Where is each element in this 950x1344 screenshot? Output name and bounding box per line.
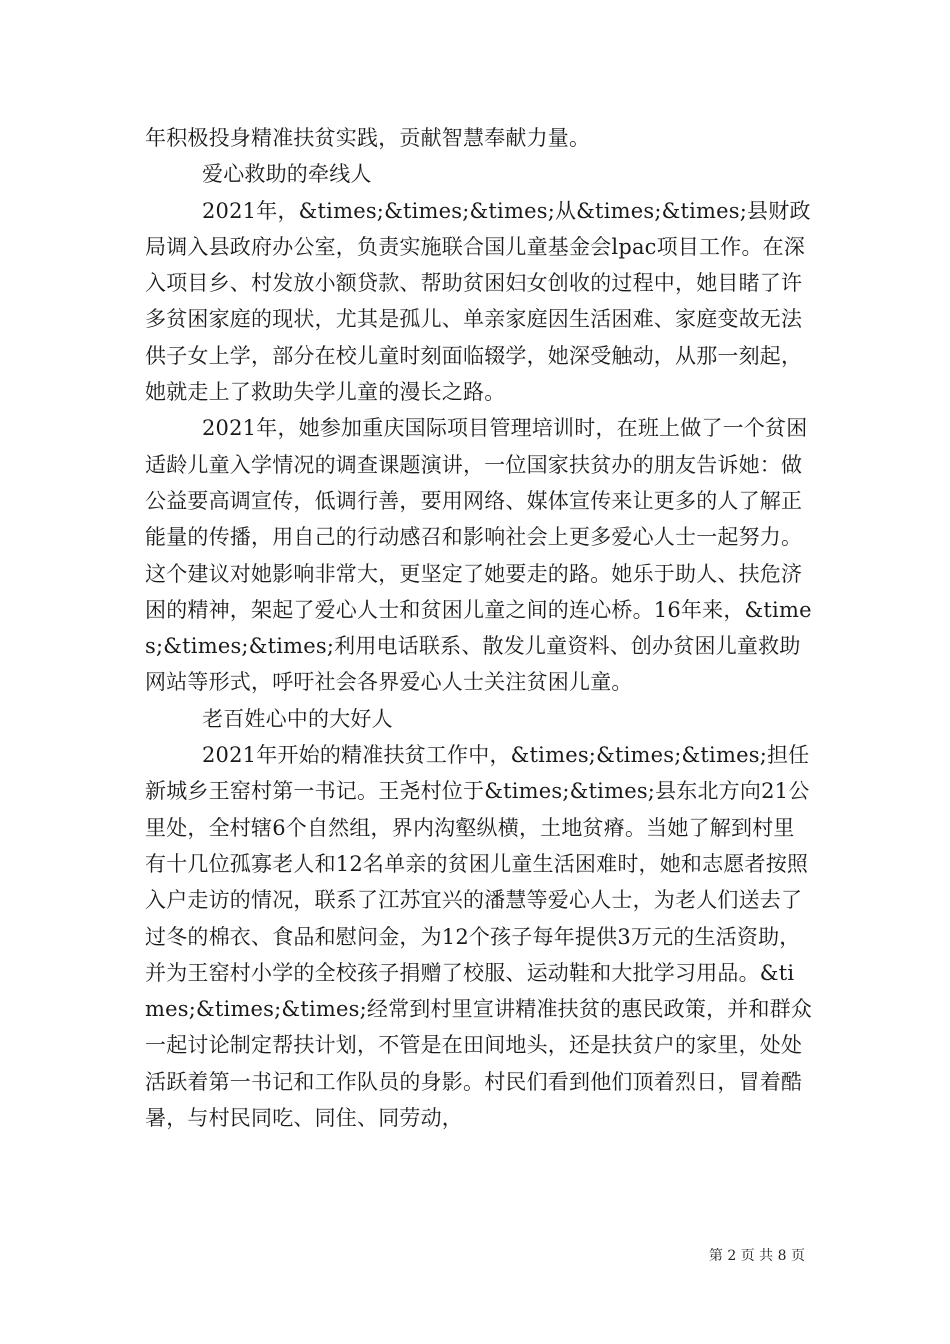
section-heading-matchmaker: 爱心救助的牵线人: [202, 162, 372, 187]
paragraph-unicef-project: 2021年，&times;&times;&times;从&times;&times;县财政局调入县政府办公室，负责实施联合国儿童基金会lpac项目工作。在深入项目乡、村发放小额贷款、帮助贫困妇女创收的过程中，她目睹了许多贫困家庭的现状，尤其是孤儿、单亲家庭因生活困难、家庭变故无法供子女上学，部分在校儿童时刻面临辍学，她深受触动，从那一刻起，她就走上了救助失学儿童的漫长之路。: [145, 198, 811, 405]
paragraph-chongqing-training: 2021年，她参加重庆国际项目管理培训时，在班上做了一个贫困适龄儿童入学情况的调查课题演讲，一位国家扶贫办的朋友告诉她：做公益要高调宣传，低调行善，要用网络、媒体宣传来让更多的人了解正能量的传播，用自己的行动感召和影响社会上更多爱心人士一起努力。这个建议对她影响非常大，更坚定了她要走的路。她乐于助人、扶危济困的精神，架起了爱心人士和贫困儿童之间的连心桥。16年来，&times;&times;&times;利用电话联系、散发儿童资料、创办贫困儿童救助网站等形式，呼吁社会各界爱心人士关注贫困儿童。: [145, 416, 812, 695]
paragraph-first-secretary: 2021年开始的精准扶贫工作中，&times;&times;&times;担任新城乡王窑村第一书记。王尧村位于&times;&times;县东北方向21公里处，全村辖6个自然组，界内沟壑纵横，土地贫瘠。当她了解到村里有十几位孤寡老人和12名单亲的贫困儿童生活困难时，她和志愿者按照入户走访的情况，联系了江苏宜兴的潘慧等爱心人士，为老人们送去了过冬的棉衣、食品和慰问金，为12个孩子每年提供3万元的生活资助，并为王窑村小学的全校孩子捐赠了校服、运动鞋和大批学习用品。&times;&times;&times;经常到村里宣讲精准扶贫的惠民政策，并和群众一起讨论制定帮扶计划，不管是在田间地头，还是扶贫户的家里，处处活跃着第一书记和工作队员的身影。村民们看到他们顶着烈日，冒着酷暑，与村民同吃、同住、同劳动，: [145, 743, 813, 1131]
page-number-footer: 第 2 页 共 8 页: [708, 1248, 805, 1264]
section-heading-good-person: 老百姓心中的大好人: [202, 706, 393, 731]
paragraph-intro-tail: 年积极投身精准扶贫实践，贡献智慧奉献力量。: [145, 126, 591, 150]
document-body: [145, 120, 813, 1136]
